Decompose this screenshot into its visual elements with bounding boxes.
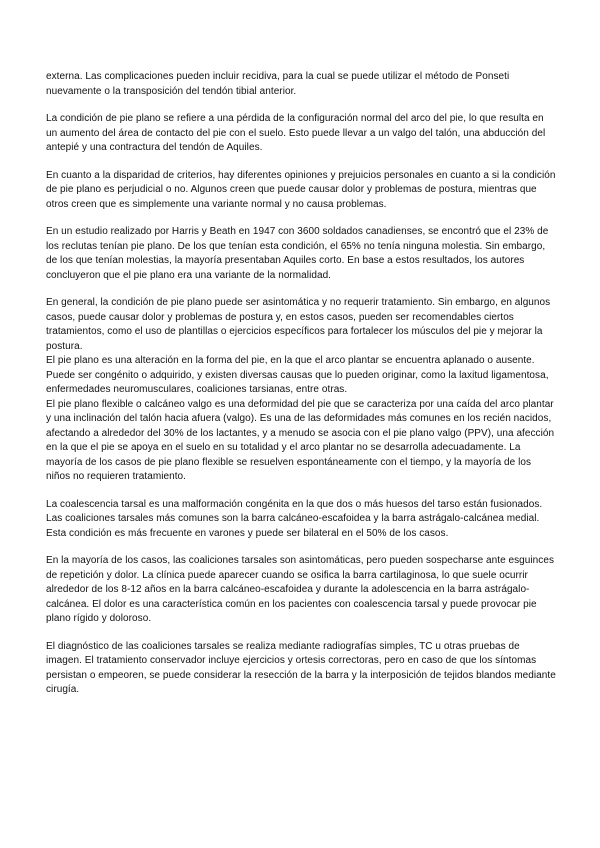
- paragraph-harris-beath-study: En un estudio realizado por Harris y Beath en 1947 con 3600 soldados canadienses, se encontró que el 23% de los reclutas tenían pie plano. De los que tenían esta condición, el 65% no tenía ninguna molestia. Sin embargo, de los que tenían molestias, la mayoría presentaban Aquiles corto. En base a estos resultados, los autores concluyeron que el pie plano era una variante de la normalidad.: [46, 226, 549, 281]
- paragraph-coalition-diagnosis: El diagnóstico de las coaliciones tarsales se realiza mediante radiografías simples, TC u otras pruebas de imagen. El tratamiento conservador incluye ejercicios y ortesis correctoras, pero en caso de que los síntomas persistan o empeoren, se puede considerar la resección de la barra y la interposición de tejidos blandos mediante cirugía.: [46, 640, 556, 695]
- paragraph-general-treatment: En general, la condición de pie plano puede ser asintomática y no requerir tratamiento. Sin embargo, en algunos casos, puede causar dolor y problemas de postura y, en estos casos, pueden ser recomendables ciertos tratamientos, como el uso de plantillas o ejercicios específicos para fortalecer los músculos del pie y mejorar la postura.: [46, 297, 551, 352]
- paragraph-tarsal-coalition: La coalescencia tarsal es una malformación congénita en la que dos o más huesos del tarso están fusionados. Las coaliciones tarsales más comunes son la barra calcáneo-escafoidea y la barra astrágalo-calcánea medial. Esta condición es más frecuente en varones y puede ser bilateral en el 50% de los casos.: [46, 498, 543, 539]
- paragraph-criteria-disparity: En cuanto a la disparidad de criterios, hay diferentes opiniones y prejuicios personales en cuanto a si la condición de pie plano es perjudicial o no. Algunos creen que puede causar dolor y problemas de postura, mientras que otros creen que es simplemente una variante normal y no causa problemas.: [46, 169, 556, 210]
- paragraph-flatfoot-definition: La condición de pie plano se refiere a una pérdida de la configuración normal del arco del pie, lo que resulta en un aumento del área de contacto del pie con el suelo. Esto puede llevar a un valgo del talón, una abducción del antepié y una contractura del tendón de Aquiles.: [46, 113, 546, 153]
- paragraph-ponseti-complications: externa. Las complicaciones pueden incluir recidiva, para la cual se puede utilizar el método de Ponseti nuevamente o la transposición del tendón tibial anterior.: [46, 71, 510, 97]
- paragraph-coalition-symptoms: En la mayoría de los casos, las coaliciones tarsales son asintomáticas, pero pueden sospecharse ante esguinces de repetición y dolor. La clínica puede aparecer cuando se osifica la barra cartilaginosa, lo que suele ocurrir alrededor de los 8-12 años en la barra calcáneo-escafoidea y durante la adolescencia en la barra astrágalo-calcánea. El dolor es una característica común en los pacientes con coalescencia tarsal y puede provocar pie plano rígido y doloroso.: [46, 555, 555, 624]
- paragraph-flatfoot-alteration: El pie plano es una alteración en la forma del pie, en la que el arco plantar se encuentra aplanado o ausente. Puede ser congénito o adquirido, y existen diversas causas que lo pueden originar, como la laxitud ligamentosa, enfermedades neuromusculares, coaliciones tarsianas, entre otras.: [46, 355, 549, 395]
- paragraph-flexible-flatfoot: El pie plano flexible o calcáneo valgo es una deformidad del pie que se caracteriza por una caída del arco plantar y una inclinación del talón hacia afuera (valgo). Es una de las deformidades más comunes en los recién nacidos, afectando a alrededor del 30% de los lactantes, y a menudo se asocia con el pie plano valgo (PPV), una afección en la que el pie se apoya en el suelo en su totalidad y el arco plantar no se desarrolla adecuadamente. La mayoría de los casos de pie plano flexible se resuelven espontáneamente con el tiempo, y la mayoría de los niños no requieren tratamiento.: [46, 398, 555, 482]
- document-body: [46, 70, 557, 698]
